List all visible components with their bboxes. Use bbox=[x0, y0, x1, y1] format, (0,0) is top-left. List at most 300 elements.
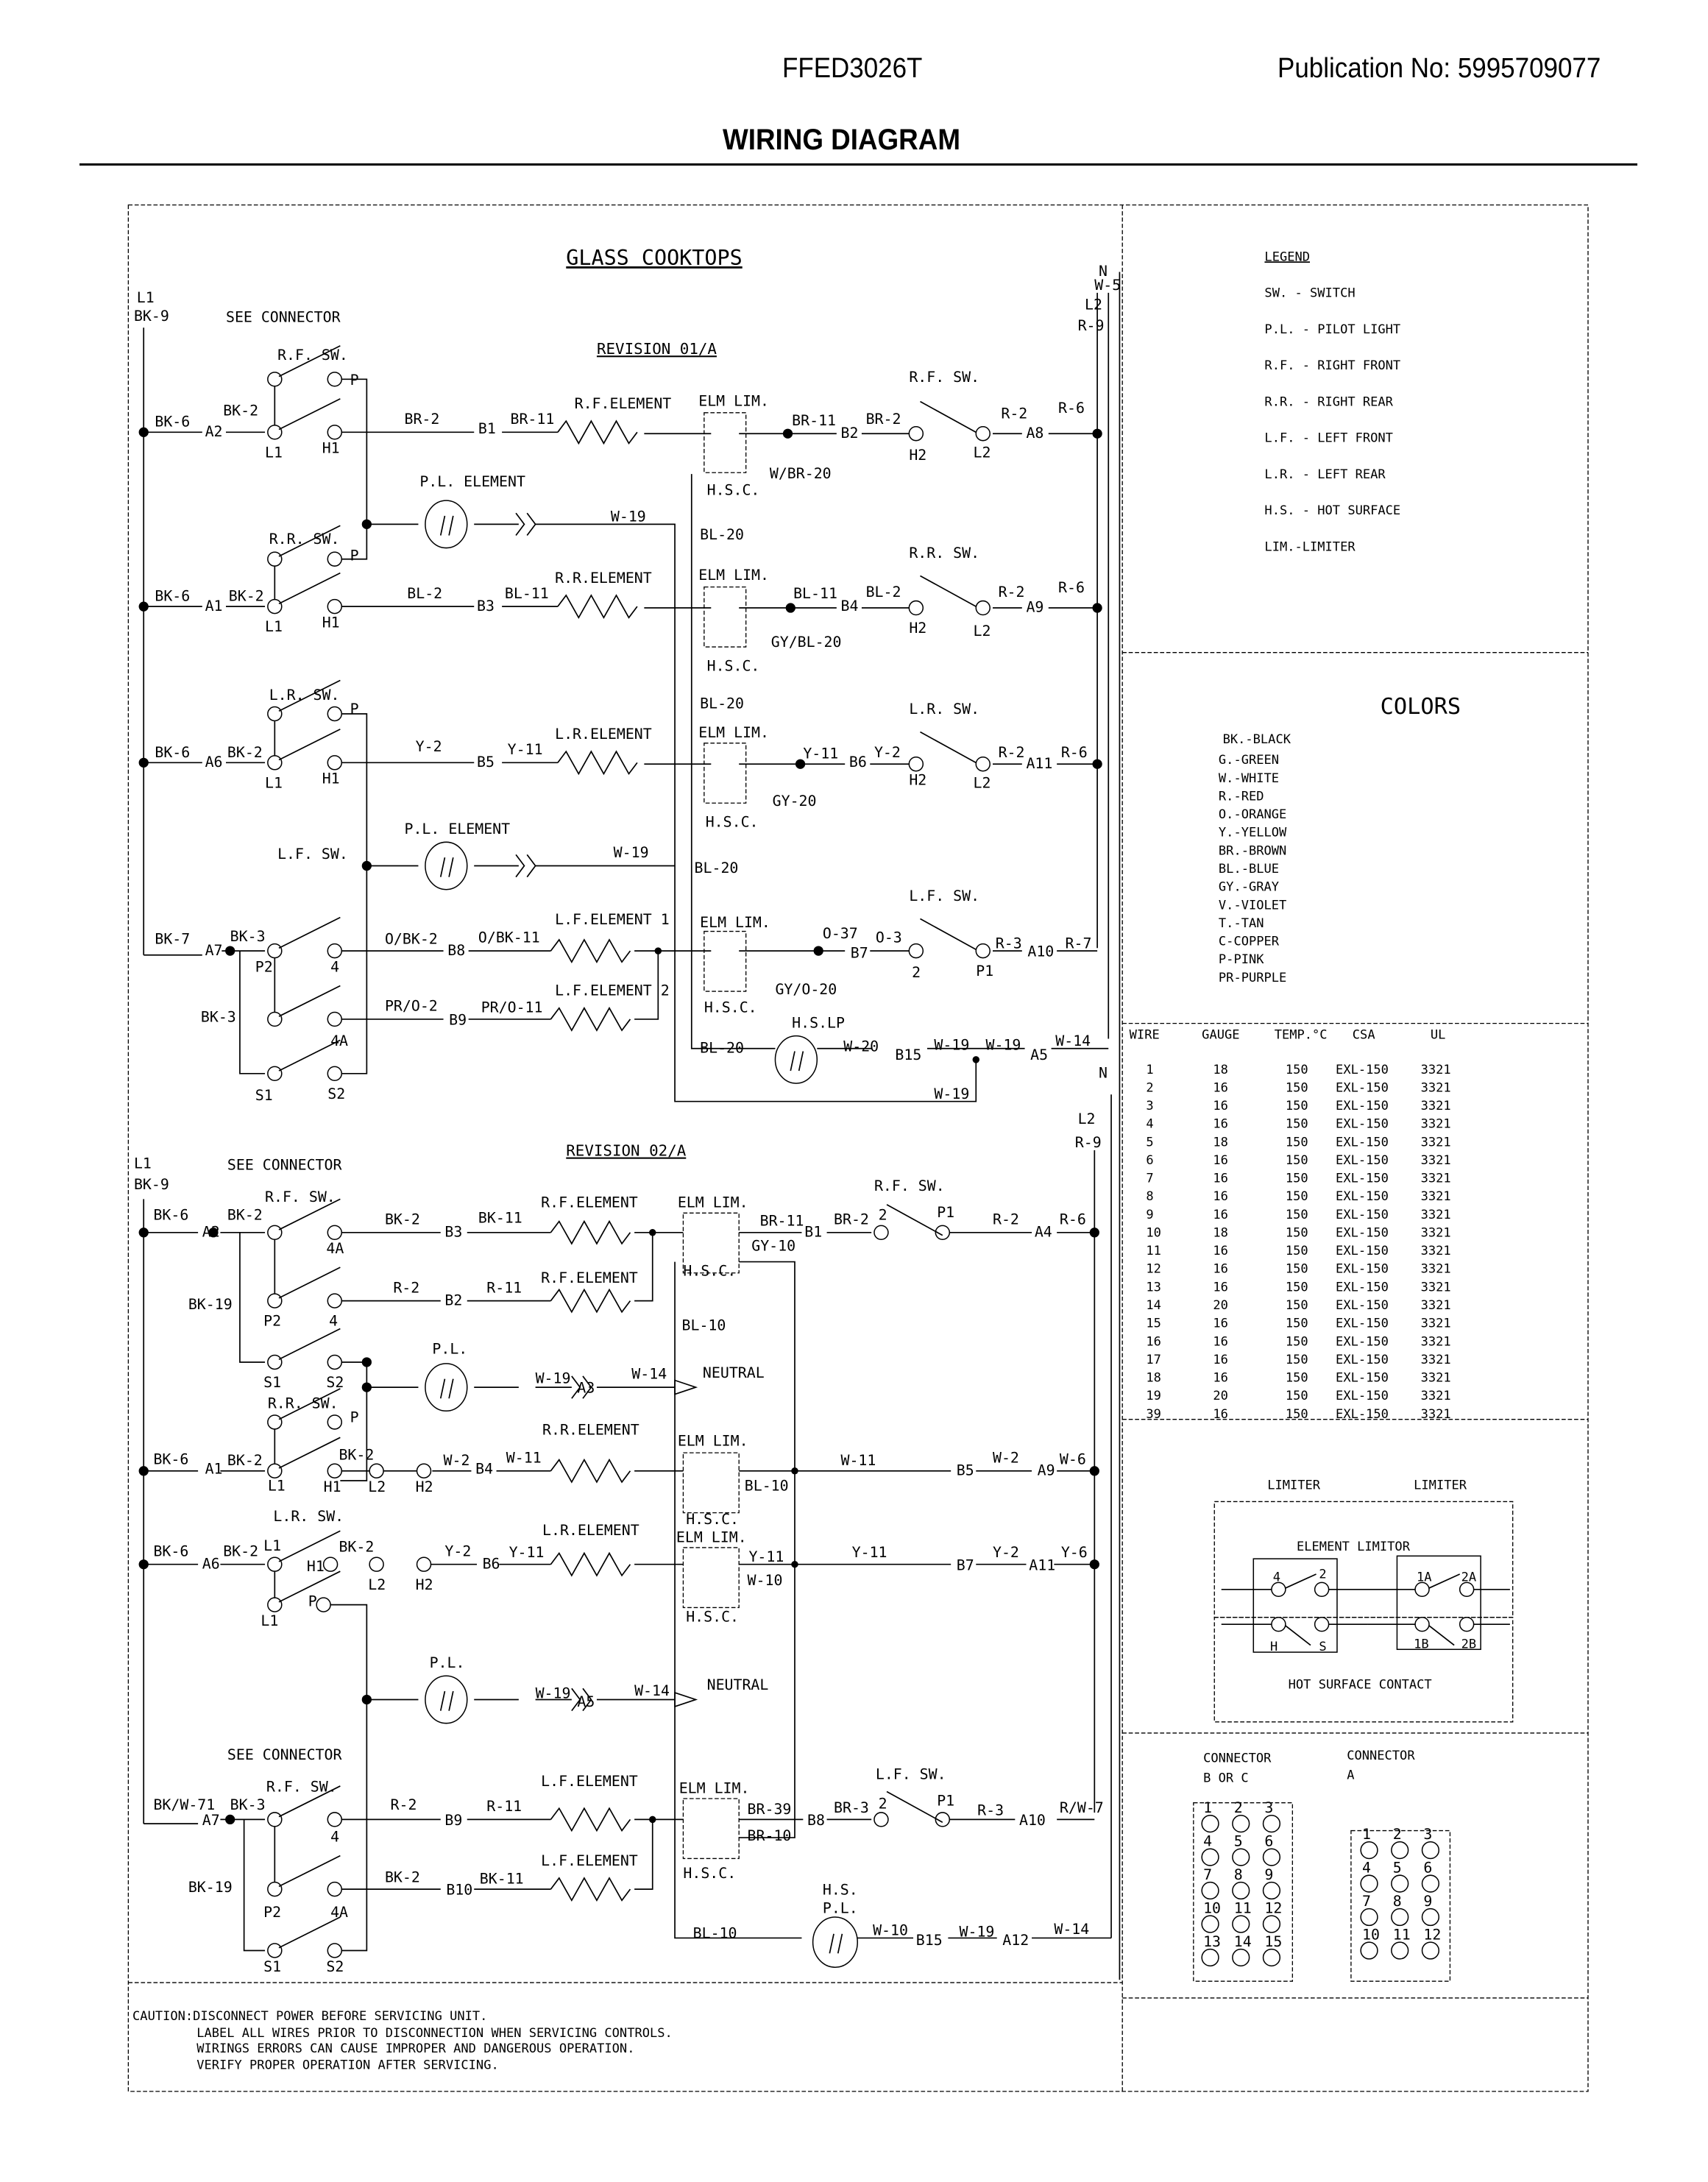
connector-diagrams bbox=[1194, 1749, 1450, 1981]
wire-label: R/W-7 bbox=[1059, 1799, 1104, 1816]
table-cell: 3321 bbox=[1420, 1207, 1451, 1222]
table-cell: 150 bbox=[1285, 1334, 1308, 1350]
wire-spec-table bbox=[1130, 1027, 1451, 1421]
table-cell: 150 bbox=[1285, 1080, 1308, 1096]
wire-label: W-2 bbox=[443, 1452, 470, 1470]
legend-item: R.R. - RIGHT REAR bbox=[1264, 394, 1393, 410]
hot-surface-contact-label: HOT SURFACE CONTACT bbox=[1288, 1677, 1432, 1693]
wire-label: BK-2 bbox=[339, 1446, 375, 1464]
wire-label: L.R. SW. bbox=[909, 701, 980, 718]
wire-label: L2 bbox=[368, 1576, 386, 1593]
wire-label: A12 bbox=[1002, 1931, 1030, 1949]
color-item: R.-RED bbox=[1218, 789, 1264, 804]
connector-pin bbox=[1422, 1909, 1439, 1926]
wire-label: BR-3 bbox=[834, 1799, 869, 1816]
junction-dots bbox=[139, 428, 1102, 1824]
wire-label: W-10 bbox=[747, 1572, 783, 1590]
wire-label: B6 bbox=[848, 754, 867, 771]
wire-label: W-11 bbox=[840, 1452, 876, 1470]
wire-label: W-6 bbox=[1059, 1450, 1086, 1468]
wire-label: BR-11 bbox=[510, 410, 555, 428]
table-cell: 150 bbox=[1285, 1099, 1308, 1114]
table-cell: 16 bbox=[1213, 1171, 1228, 1186]
page-title: WIRING DIAGRAM bbox=[723, 124, 960, 156]
wire-label: O/BK-2 bbox=[384, 930, 438, 948]
table-cell: 20 bbox=[1213, 1298, 1228, 1314]
element-limitor-label: ELEMENT LIMITOR bbox=[1297, 1539, 1410, 1554]
color-item: C-COPPER bbox=[1218, 934, 1280, 949]
wire-label: A3 bbox=[577, 1379, 595, 1397]
wire-label: A4 bbox=[1034, 1223, 1052, 1241]
table-cell: 16 bbox=[1213, 1261, 1228, 1277]
wire-label: H.S. bbox=[822, 1881, 858, 1899]
connector-pin bbox=[1422, 1942, 1439, 1959]
connector-pin bbox=[1264, 1882, 1280, 1899]
wire-label: NEUTRAL bbox=[702, 1364, 765, 1381]
wire-label: PR/O-2 bbox=[384, 997, 438, 1015]
wire-label: B4 bbox=[840, 597, 859, 614]
table-cell: 3321 bbox=[1420, 1152, 1451, 1168]
connector-pin bbox=[1392, 1909, 1408, 1926]
table-cell: 10 bbox=[1146, 1225, 1161, 1241]
terminal-label: 2B bbox=[1461, 1637, 1477, 1652]
table-cell: 3321 bbox=[1420, 1116, 1451, 1132]
wire-label: A9 bbox=[1026, 598, 1044, 616]
wire-label: B15 bbox=[915, 1931, 943, 1949]
wire-label: O/BK-11 bbox=[478, 929, 540, 946]
table-cell: 14 bbox=[1146, 1298, 1161, 1314]
table-cell: EXL-150 bbox=[1336, 1207, 1389, 1222]
wire-label: A1 bbox=[205, 1460, 223, 1478]
table-cell: 3321 bbox=[1420, 1316, 1451, 1331]
color-item: GY.-GRAY bbox=[1218, 879, 1280, 895]
connector-pin bbox=[1422, 1842, 1439, 1859]
wire-label: P1 bbox=[976, 963, 994, 980]
table-cell: EXL-150 bbox=[1336, 1406, 1389, 1422]
table-cell: EXL-150 bbox=[1336, 1316, 1389, 1331]
table-cell: 16 bbox=[1213, 1370, 1228, 1386]
wire-label: A1 bbox=[205, 597, 223, 614]
table-cell: 15 bbox=[1146, 1316, 1161, 1331]
wire-label: W-19 bbox=[934, 1085, 970, 1102]
wire-label: ELM LIM. bbox=[678, 1779, 750, 1797]
connector-pin-label: 9 bbox=[1423, 1892, 1433, 1910]
wire-label: A6 bbox=[205, 754, 223, 771]
table-cell: EXL-150 bbox=[1336, 1389, 1389, 1404]
connector-pin-label: 12 bbox=[1264, 1899, 1283, 1917]
wire-label: P2 bbox=[263, 1904, 282, 1921]
wire-label: R-9 bbox=[1074, 1134, 1102, 1152]
colors-title: COLORS bbox=[1380, 694, 1461, 720]
wire-label: R.F.ELEMENT bbox=[541, 1269, 638, 1287]
connector-pin bbox=[1264, 1849, 1280, 1866]
wire-label: A2 bbox=[202, 1223, 220, 1241]
wire-label: W-19 bbox=[985, 1036, 1021, 1054]
table-cell: 3321 bbox=[1420, 1189, 1451, 1205]
connector-pin-label: 10 bbox=[1362, 1926, 1381, 1944]
connector-pin-label: 6 bbox=[1264, 1832, 1274, 1850]
wire-label: L2 bbox=[368, 1478, 386, 1496]
heating-elements bbox=[550, 421, 637, 1900]
wire-label: N bbox=[1098, 1064, 1108, 1082]
wire-label: W-14 bbox=[634, 1682, 670, 1699]
legend-title: LEGEND bbox=[1264, 249, 1311, 265]
wire-label: R-3 bbox=[977, 1802, 1004, 1819]
connector-pin-label: 11 bbox=[1233, 1899, 1252, 1917]
wire-label: W/BR-20 bbox=[769, 464, 832, 482]
wire-label: Y-11 bbox=[748, 1548, 784, 1565]
color-item: BL.-BLUE bbox=[1218, 862, 1280, 877]
wire-label: P1 bbox=[937, 1203, 955, 1221]
table-cell: 150 bbox=[1285, 1261, 1308, 1277]
wire-label: B2 bbox=[444, 1292, 463, 1309]
connector-pin-label: 5 bbox=[1392, 1859, 1402, 1877]
wire-label: A11 bbox=[1026, 754, 1053, 772]
wire-label: GY-10 bbox=[751, 1237, 796, 1255]
table-cell: 150 bbox=[1285, 1370, 1308, 1386]
table-cell: 6 bbox=[1146, 1152, 1154, 1168]
table-cell: 20 bbox=[1213, 1389, 1228, 1404]
table-cell: 1 bbox=[1146, 1062, 1154, 1077]
terminal-label: 4 bbox=[1272, 1570, 1281, 1585]
wire-label: Y-11 bbox=[851, 1544, 887, 1562]
wire-label: Y-6 bbox=[1060, 1544, 1088, 1562]
wire-label: B3 bbox=[444, 1223, 463, 1241]
wire-label: R-6 bbox=[1059, 1211, 1086, 1228]
connector-pin-label: 12 bbox=[1423, 1926, 1442, 1944]
legend-item: P.L. - PILOT LIGHT bbox=[1264, 322, 1401, 337]
limiter-label-left: LIMITER bbox=[1267, 1478, 1321, 1493]
table-cell: 3321 bbox=[1420, 1080, 1451, 1096]
wire-label: BK-2 bbox=[227, 743, 263, 761]
wire-label: BK-6 bbox=[153, 1542, 189, 1560]
wire-label: Y-11 bbox=[507, 740, 543, 758]
table-cell: EXL-150 bbox=[1336, 1261, 1389, 1277]
wire-label: R-2 bbox=[993, 1211, 1019, 1228]
wire-label: P bbox=[350, 547, 359, 564]
wire-label: 2 bbox=[912, 964, 921, 982]
legend-item: R.F. - RIGHT FRONT bbox=[1264, 358, 1401, 374]
wire-label: Y-11 bbox=[508, 1544, 545, 1562]
wire-label: L2 bbox=[973, 622, 991, 640]
wire-label: ELM LIM. bbox=[676, 1529, 747, 1546]
table-cell: 150 bbox=[1285, 1225, 1308, 1241]
connector-a-title: CONNECTOR bbox=[1347, 1748, 1415, 1763]
connector-bc-pins bbox=[1202, 1799, 1282, 1966]
table-cell: EXL-150 bbox=[1336, 1244, 1389, 1259]
wire-label: Y-2 bbox=[444, 1542, 472, 1560]
connector-pin bbox=[1202, 1882, 1219, 1899]
wire-label: BK-2 bbox=[339, 1538, 375, 1556]
wire-label: GY/O-20 bbox=[775, 980, 837, 998]
table-cell: 150 bbox=[1285, 1244, 1308, 1259]
table-cell: 5 bbox=[1146, 1135, 1154, 1150]
table-cell: 16 bbox=[1213, 1406, 1228, 1422]
wire-label: A8 bbox=[1026, 424, 1044, 442]
wire-label: B7 bbox=[956, 1556, 974, 1574]
connector-bc-title: CONNECTOR bbox=[1203, 1751, 1272, 1766]
table-cell: EXL-150 bbox=[1336, 1298, 1389, 1314]
wire-label: P bbox=[308, 1593, 317, 1610]
connector-pin-label: 15 bbox=[1264, 1933, 1283, 1950]
connector-pin bbox=[1202, 1816, 1219, 1832]
wire-label: H.S.C. bbox=[683, 1864, 737, 1882]
connector-pin bbox=[1233, 1816, 1250, 1832]
wire-label: R-6 bbox=[1058, 579, 1085, 597]
wire-label: R-2 bbox=[998, 743, 1025, 761]
terminal-label: H bbox=[1270, 1640, 1278, 1655]
table-cell: 7 bbox=[1146, 1171, 1154, 1186]
wire-label: L.F.ELEMENT bbox=[541, 1772, 638, 1790]
wire-label: A7 bbox=[205, 941, 223, 959]
wire-label: BL-2 bbox=[407, 584, 443, 602]
wire-label: L.F. SW. bbox=[909, 887, 980, 904]
wire-label: BK-2 bbox=[384, 1211, 420, 1228]
wire-label: W-19 bbox=[934, 1036, 970, 1054]
limiter-label-right: LIMITER bbox=[1414, 1478, 1467, 1493]
table-cell: 3321 bbox=[1420, 1261, 1451, 1277]
table-cell: 18 bbox=[1146, 1370, 1161, 1386]
table-cell: 3321 bbox=[1420, 1298, 1451, 1314]
connector-pin-label: 13 bbox=[1203, 1933, 1222, 1950]
wire-label: A5 bbox=[577, 1693, 595, 1710]
wire-label: R-2 bbox=[393, 1279, 420, 1297]
connector-pin bbox=[1233, 1849, 1250, 1866]
wire-label: L.F. SW. bbox=[875, 1765, 946, 1783]
connector-pin bbox=[1361, 1842, 1378, 1859]
table-cell: 3321 bbox=[1420, 1244, 1451, 1259]
wire-label: H2 bbox=[909, 620, 927, 637]
wire-label: BL-10 bbox=[692, 1924, 737, 1942]
wire-label: L2 bbox=[973, 774, 991, 792]
connector-pin bbox=[1233, 1882, 1250, 1899]
wire-label: L1 bbox=[265, 444, 283, 461]
wire-label: L.R. SW. bbox=[269, 687, 340, 704]
table-cell: 3321 bbox=[1420, 1225, 1451, 1241]
table-cell: EXL-150 bbox=[1336, 1152, 1389, 1168]
table-cell: 150 bbox=[1285, 1189, 1308, 1205]
wire-label: P bbox=[350, 701, 359, 718]
wire-label: W-19 bbox=[535, 1370, 571, 1387]
wire-label: B8 bbox=[807, 1811, 825, 1829]
wire-label: BL-10 bbox=[744, 1477, 789, 1495]
wire-label: S1 bbox=[255, 1086, 273, 1104]
wire-label: R.R. SW. bbox=[269, 530, 340, 548]
legend-item: L.R. - LEFT REAR bbox=[1264, 467, 1386, 482]
table-cell: 16 bbox=[1213, 1334, 1228, 1350]
wire-label: 4A bbox=[330, 1904, 349, 1921]
wire-label: SEE CONNECTOR bbox=[227, 1156, 342, 1174]
revision-02-label: REVISION 02/A bbox=[566, 1141, 687, 1160]
wire-label: R-2 bbox=[1001, 405, 1028, 422]
wire-label: L2 bbox=[1077, 1111, 1096, 1128]
table-cell: 150 bbox=[1285, 1280, 1308, 1295]
terminal-label: S bbox=[1319, 1640, 1327, 1655]
connector-pin bbox=[1264, 1949, 1280, 1966]
table-cell: EXL-150 bbox=[1336, 1280, 1389, 1295]
connector-pin-label: 7 bbox=[1362, 1892, 1372, 1910]
wire-label: B3 bbox=[477, 597, 495, 614]
table-cell: EXL-150 bbox=[1336, 1099, 1389, 1114]
wire-label: BK-3 bbox=[230, 1796, 266, 1814]
wire-label: P2 bbox=[263, 1312, 282, 1330]
connector-pin-label: 7 bbox=[1203, 1866, 1213, 1883]
diagram-title: GLASS COOKTOPS bbox=[566, 245, 743, 270]
wire-label: ELM LIM. bbox=[698, 392, 769, 410]
wire-label: BK-11 bbox=[478, 1209, 522, 1227]
table-cell: 12 bbox=[1146, 1261, 1161, 1277]
wire-label: B1 bbox=[478, 420, 496, 438]
table-cell: EXL-150 bbox=[1336, 1080, 1389, 1096]
wire-label: BK-9 bbox=[133, 307, 169, 325]
wire-label: L2 bbox=[973, 444, 991, 461]
wire-label: L.F.ELEMENT 2 bbox=[555, 982, 670, 999]
wire-label: S1 bbox=[263, 1374, 282, 1392]
wire-label: BL-11 bbox=[504, 584, 549, 602]
table-cell: 3321 bbox=[1420, 1406, 1451, 1422]
connector-pin bbox=[1392, 1875, 1408, 1892]
table-header: CSA bbox=[1352, 1027, 1375, 1043]
wire-label: L.F.ELEMENT 1 bbox=[555, 911, 670, 929]
wire-label: BL-10 bbox=[681, 1317, 726, 1334]
table-cell: 3321 bbox=[1420, 1099, 1451, 1114]
caution-note bbox=[132, 2009, 673, 2072]
table-cell: 150 bbox=[1285, 1406, 1308, 1422]
table-cell: 16 bbox=[1213, 1152, 1228, 1168]
wire-label: Y-11 bbox=[803, 745, 839, 762]
color-item: P-PINK bbox=[1218, 952, 1264, 968]
wire-label: B10 bbox=[446, 1881, 473, 1899]
wire-label: L1 bbox=[136, 289, 155, 307]
color-item: G.-GREEN bbox=[1218, 753, 1280, 768]
wire-label: B2 bbox=[840, 424, 859, 442]
wire-label: B7 bbox=[850, 944, 868, 962]
wire-label: H.S.C. bbox=[706, 657, 760, 675]
wire-label: S1 bbox=[263, 1958, 282, 1975]
wire-label: B5 bbox=[956, 1462, 974, 1479]
wire-label: R.F. SW. bbox=[265, 1189, 336, 1206]
color-item: W.-WHITE bbox=[1218, 771, 1280, 786]
connector-pin-label: 2 bbox=[1392, 1825, 1402, 1843]
wire-label: W-2 bbox=[993, 1449, 1019, 1467]
wire-label: BR-39 bbox=[747, 1800, 792, 1818]
color-item: T.-TAN bbox=[1218, 915, 1264, 931]
wire-label: BK-3 bbox=[230, 927, 266, 945]
wire-label: B6 bbox=[482, 1555, 500, 1573]
color-item: Y.-YELLOW bbox=[1218, 825, 1287, 840]
table-cell: 11 bbox=[1146, 1244, 1161, 1259]
connector-pin bbox=[1422, 1875, 1439, 1892]
wire-label: B4 bbox=[475, 1460, 494, 1478]
connector-pin-label: 9 bbox=[1264, 1866, 1274, 1883]
wire-label: A11 bbox=[1029, 1556, 1056, 1574]
table-cell: EXL-150 bbox=[1336, 1171, 1389, 1186]
diagram-labels bbox=[134, 263, 1121, 1975]
wire-label: W-14 bbox=[1055, 1032, 1091, 1049]
wire-label: BK-2 bbox=[384, 1868, 420, 1886]
wire-label: R.F.ELEMENT bbox=[574, 395, 672, 413]
wire-label: H2 bbox=[909, 447, 927, 464]
wire-label: 4A bbox=[326, 1240, 344, 1258]
connector-pin-label: 4 bbox=[1203, 1832, 1213, 1850]
connector-pin-label: 14 bbox=[1233, 1933, 1252, 1950]
wire-label: B1 bbox=[804, 1223, 823, 1241]
table-cell: EXL-150 bbox=[1336, 1370, 1389, 1386]
table-cell: 3 bbox=[1146, 1099, 1154, 1114]
caution-line-4: VERIFY PROPER OPERATION AFTER SERVICING. bbox=[196, 2058, 499, 2073]
connector-pin-label: 8 bbox=[1233, 1866, 1243, 1883]
wire-label: L.R.ELEMENT bbox=[555, 726, 652, 743]
wire-label: ELM LIM. bbox=[700, 913, 770, 931]
wire-label: BK-19 bbox=[188, 1878, 233, 1896]
color-item: BK.-BLACK bbox=[1222, 732, 1291, 747]
wire-label: BL-20 bbox=[700, 526, 744, 544]
connector-pin bbox=[1233, 1949, 1250, 1966]
wire-label: L.R. SW. bbox=[273, 1507, 344, 1525]
wire-label: BK-2 bbox=[223, 1542, 259, 1560]
wire-label: Y-2 bbox=[874, 743, 901, 761]
wire-label: BR-2 bbox=[865, 410, 901, 428]
terminal-label: 2 bbox=[1319, 1567, 1327, 1582]
wire-label: L.F.ELEMENT bbox=[541, 1852, 638, 1869]
wire-label: N bbox=[1098, 263, 1108, 280]
colors-panel bbox=[1219, 694, 1461, 985]
wire-label: R-3 bbox=[995, 935, 1022, 952]
wire-label: Y-2 bbox=[993, 1544, 1019, 1562]
wire-label: R-11 bbox=[486, 1279, 522, 1297]
wire-label: O-3 bbox=[875, 929, 902, 946]
wire-label: W-14 bbox=[631, 1365, 667, 1383]
table-cell: 150 bbox=[1285, 1135, 1308, 1150]
table-cell: 18 bbox=[1213, 1062, 1228, 1077]
wire-label: W-14 bbox=[1054, 1920, 1090, 1938]
table-cell: 16 bbox=[1146, 1334, 1161, 1350]
connector-pin bbox=[1202, 1949, 1219, 1966]
table-cell: 150 bbox=[1285, 1352, 1308, 1367]
limiter-detail bbox=[1214, 1478, 1512, 1721]
wire-label: H1 bbox=[322, 770, 340, 787]
wire-label: BL-20 bbox=[700, 695, 744, 712]
wire-label: W-10 bbox=[873, 1921, 908, 1939]
wire-label: L1 bbox=[265, 618, 283, 636]
wire-label: R-6 bbox=[1060, 743, 1088, 761]
wire-label: SEE CONNECTOR bbox=[225, 308, 341, 326]
wire-label: R-6 bbox=[1058, 399, 1085, 417]
wire-label: L.R.ELEMENT bbox=[542, 1521, 639, 1539]
table-cell: 8 bbox=[1146, 1189, 1154, 1205]
wire-label: 4 bbox=[329, 1312, 339, 1330]
wire-label: P2 bbox=[255, 958, 273, 976]
wire-label: BR-2 bbox=[834, 1211, 869, 1228]
wire-label: B9 bbox=[444, 1811, 463, 1829]
wire-label: BK-7 bbox=[155, 930, 191, 948]
connector-pin bbox=[1202, 1849, 1219, 1866]
connector-bc-subtitle: B OR C bbox=[1203, 1771, 1249, 1786]
table-cell: 18 bbox=[1213, 1225, 1228, 1241]
table-cell: 3321 bbox=[1420, 1389, 1451, 1404]
element-limiter-boxes bbox=[683, 413, 745, 1859]
table-cell: 3321 bbox=[1420, 1171, 1451, 1186]
wire-label: GY/BL-20 bbox=[770, 634, 842, 651]
wire-label: W-20 bbox=[843, 1038, 879, 1055]
wire-label: 4 bbox=[330, 958, 340, 976]
table-cell: 3321 bbox=[1420, 1334, 1451, 1350]
connector-a-pins bbox=[1361, 1826, 1441, 1959]
wire-label: GY-20 bbox=[772, 793, 817, 810]
wire-label: W-5 bbox=[1094, 277, 1121, 294]
wire-label: BK-19 bbox=[188, 1296, 233, 1314]
legend-panel bbox=[1264, 249, 1400, 554]
